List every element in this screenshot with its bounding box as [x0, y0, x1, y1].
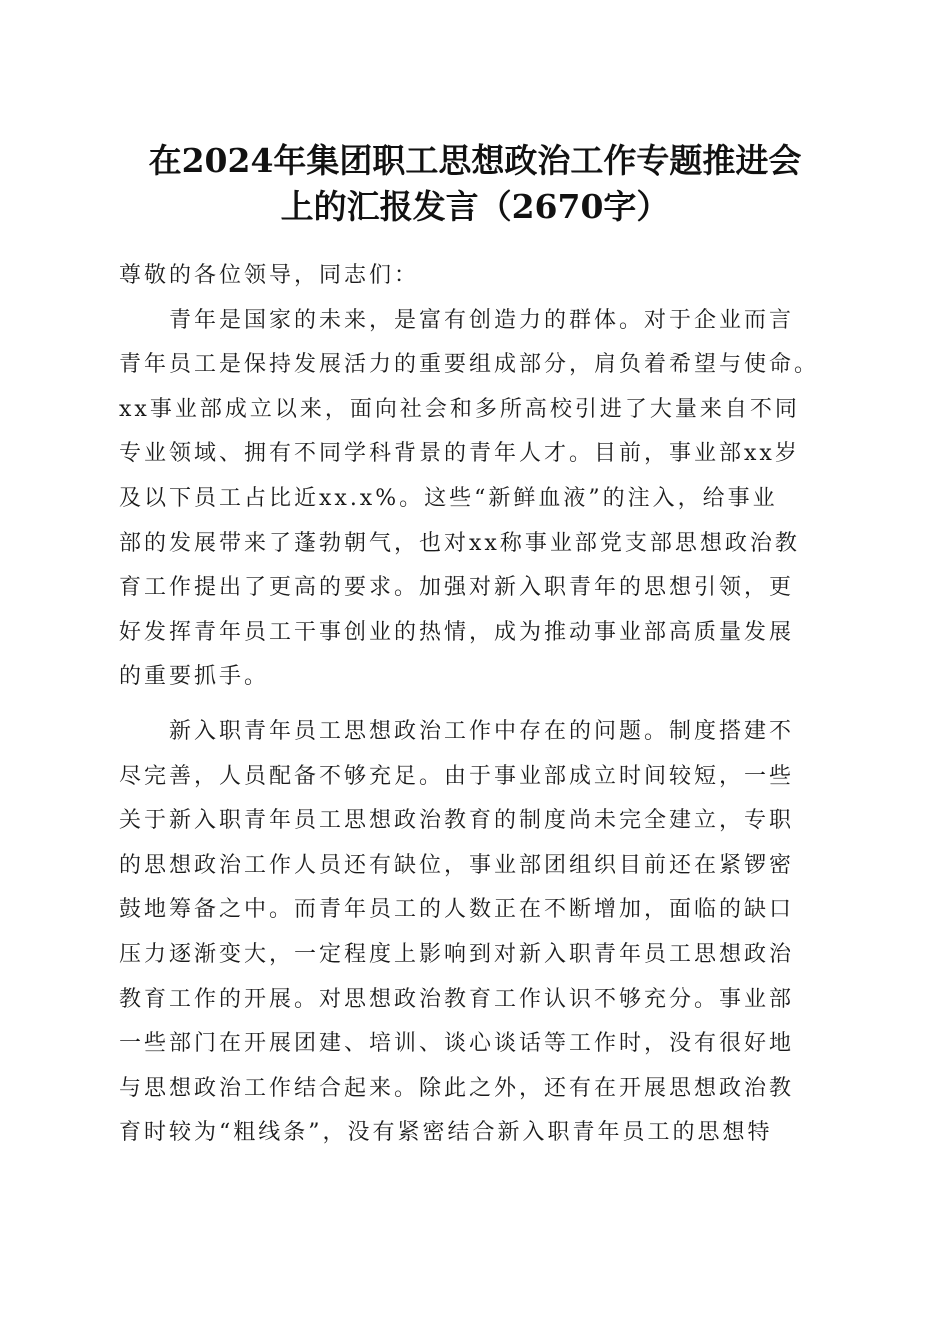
paragraph-1-line: 及以下员工占比近xx.x%。这些“新鲜血液”的注入，给事业	[119, 485, 778, 511]
paragraph-1-line: 部的发展带来了蓬勃朝气，也对xx称事业部党支部思想政治教	[119, 530, 800, 556]
paragraph-2-line: 的思想政治工作人员还有缺位，事业部团组织目前还在紧锣密	[119, 852, 795, 878]
paragraph-1-line: 育工作提出了更高的要求。加强对新入职青年的思想引领，更	[119, 575, 795, 601]
paragraph-2-line: 尽完善，人员配备不够充足。由于事业部成立时间较短，一些	[119, 763, 795, 789]
paragraph-2-line: 压力逐渐变大，一定程度上影响到对新入职青年员工思想政治	[119, 941, 795, 967]
paragraph-2-line: 关于新入职青年员工思想政治教育的制度尚未完全建立，专职	[119, 808, 795, 834]
paragraph-2-line: 新入职青年员工思想政治工作中存在的问题。制度搭建不	[169, 718, 795, 744]
paragraph-2-line: 育时较为“粗线条”，没有紧密结合新入职青年员工的思想特	[119, 1120, 773, 1146]
paragraph-1-line: 好发挥青年员工干事创业的热情，成为推动事业部高质量发展	[119, 619, 795, 645]
paragraph-2-line: 一些部门在开展团建、培训、谈心谈话等工作时，没有很好地	[119, 1031, 795, 1057]
salutation: 尊敬的各位领导，同志们：	[119, 263, 420, 288]
title-line-2: 上的汇报发言（2670字）	[280, 187, 670, 226]
paragraph-1-line: 的重要抓手。	[119, 664, 270, 690]
paragraph-1-line: 专业领域、拥有不同学科背景的青年人才。目前，事业部xx岁	[119, 441, 800, 467]
document-title	[100, 138, 850, 230]
paragraph-2-line: 鼓地筹备之中。而青年员工的人数正在不断增加，面临的缺口	[119, 897, 795, 923]
title-line-1: 在2024年集团职工思想政治工作专题推进会	[148, 141, 802, 180]
paragraph-1-line: 青年是国家的未来，是富有创造力的群体。对于企业而言	[169, 307, 795, 333]
paragraph-2-line: 教育工作的开展。对思想政治教育工作认识不够充分。事业部	[119, 986, 795, 1012]
paragraph-1-line: 青年员工是保持发展活力的重要组成部分，肩负着希望与使命。	[119, 352, 820, 378]
paragraph-2-line: 与思想政治工作结合起来。除此之外，还有在开展思想政治教	[119, 1075, 795, 1101]
document-body	[119, 254, 839, 1156]
paragraph-1-line: xx事业部成立以来，面向社会和多所高校引进了大量来自不同	[119, 396, 800, 422]
